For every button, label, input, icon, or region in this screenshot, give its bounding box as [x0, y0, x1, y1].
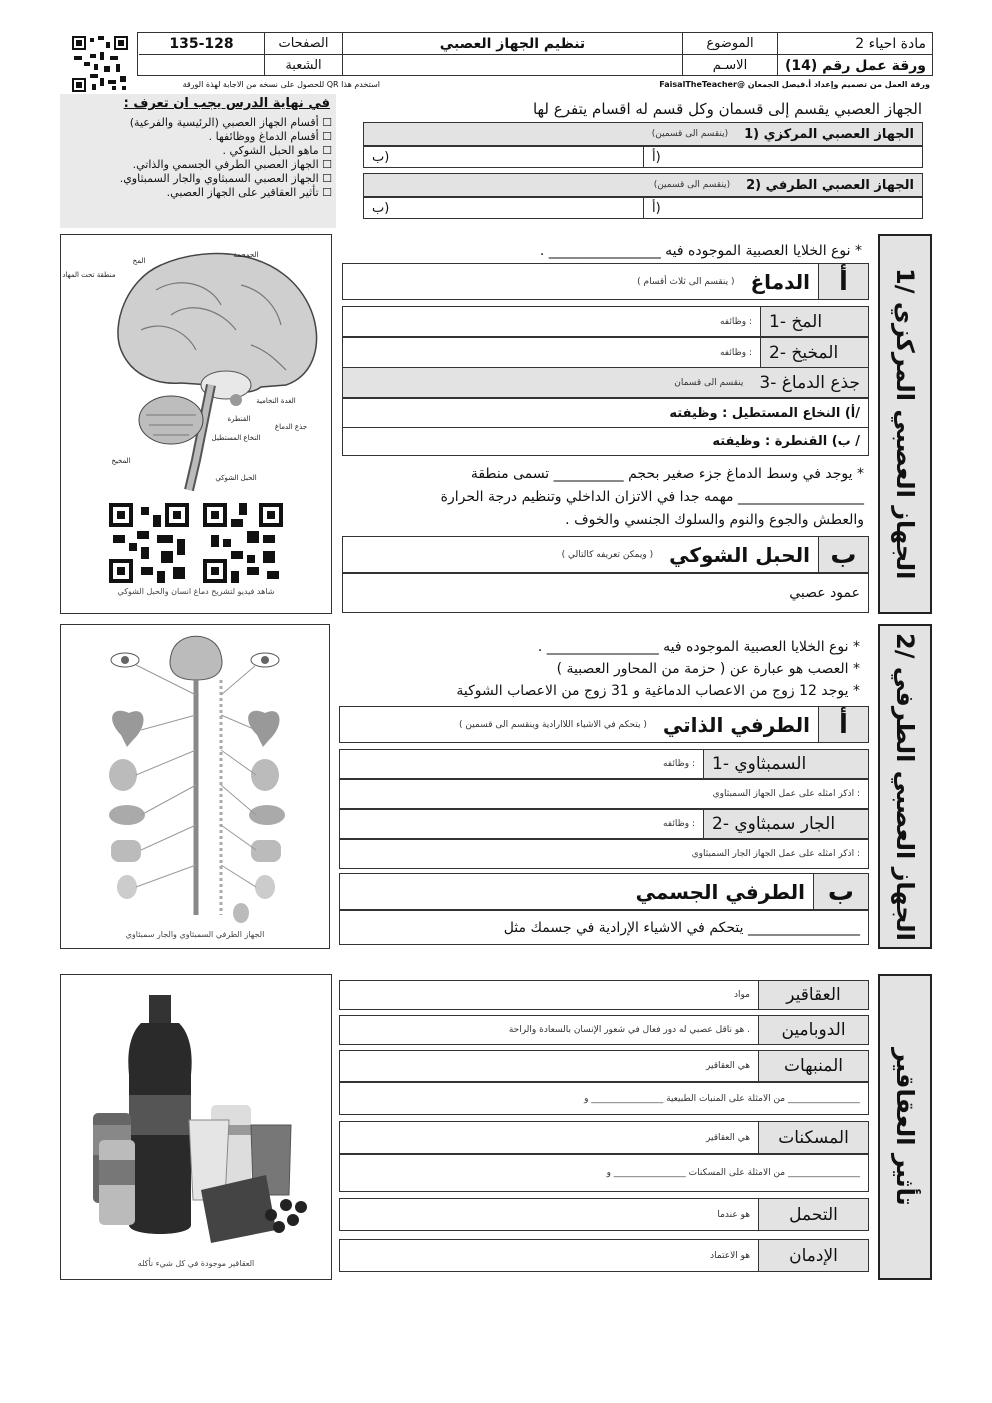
video-qr-code-1[interactable] [109, 503, 189, 583]
somatic-title: الطرفي الجسمي [635, 879, 805, 904]
nerve-definition: * العصب هو عبارة عن ( حزمة من المحاور العصبية ) [556, 661, 860, 677]
qr-note: استخدم هذا QR للحصول على نسخه من الاجابة لهذة الورقة [182, 80, 380, 89]
stimulant-examples-row [339, 1082, 869, 1115]
cord-letter: ب [818, 537, 868, 572]
term-stimulants: المنبهات [758, 1051, 868, 1081]
pages-value: 135-128 [139, 33, 264, 55]
part2-answer-a[interactable]: أ) [643, 198, 922, 218]
term-depressants: المسكنات [758, 1122, 868, 1153]
autonomic-header [339, 706, 869, 743]
objectives-title: في نهاية الدرس يجب ان تعرف : [123, 96, 330, 111]
definition-addiction[interactable]: هو الاعتماد [710, 1250, 750, 1261]
medulla-label[interactable]: أ) النخاع المستطيل : وظيفته/ [669, 405, 860, 421]
label-spinal-cord: الحبل الشوكي [215, 474, 257, 482]
central-cell-type: * نوع الخلايا العصبية الموجوده فيه ________________ . [539, 243, 862, 259]
cord-header [342, 536, 869, 573]
name-label: الاسـم [682, 55, 777, 76]
label-medulla: النخاع المستطيل [211, 434, 261, 442]
subject-label: مادة احياء 2 [777, 33, 932, 55]
label-skull: الجمجمة [233, 251, 259, 259]
term-drugs: العقاقير [758, 981, 868, 1009]
objective-item: ☐ ماهو الحبل الشوكي . [222, 144, 332, 157]
definition-tolerance[interactable]: هو عندما [717, 1209, 750, 1220]
cerebellum-label: 2- المخيخ [760, 338, 868, 367]
drugs-image-caption: العقاقير موجودة في كل شيء نأكله [137, 1259, 255, 1268]
label-pituitary: الغدة النخامية [256, 397, 296, 405]
drug-row-addiction [339, 1239, 869, 1272]
definition-depressants[interactable]: هي العقاقير [706, 1132, 750, 1143]
nervous-system-caption: الجهاز الطرفي السمبثاوي والجار سمبثاوي [125, 930, 265, 939]
drug-row-tolerance [339, 1198, 869, 1231]
part2-row [363, 173, 923, 197]
central-side-title: 1/ الجهاز العصبي المركزي [878, 234, 932, 614]
cerebellum-functions[interactable]: وظائفه : [719, 347, 752, 358]
hypothalamus-line-2: __________________ مهمه جدا في الاتزان الداخلي وتنظيم درجة الحرارة [440, 489, 864, 505]
part2-answers [363, 197, 923, 219]
depressant-examples[interactable]: من الامثلة على المسكنات ________________ و ________________ [606, 1168, 860, 1178]
objective-item: ☐ تأثير العقاقير على الجهاز العصبي. [166, 186, 332, 199]
depressant-examples-row [339, 1154, 869, 1192]
credit-text: ورقة العمل من تصميم وإعداد أ.فيصل الجمعان @FaisalTheTeacher [659, 80, 930, 89]
nerve-pairs: * يوجد 12 زوج من الاعصاب الدماغية و 31 زوج من الاعصاب الشوكية [456, 683, 860, 699]
pons-label[interactable]: ب) القنطرة : وظيفته / [712, 434, 860, 449]
answer-qr-code[interactable] [72, 36, 128, 92]
brain-diagram [61, 235, 331, 495]
parasympathetic-label: 2- الجار سمبثاوي [703, 810, 868, 838]
qr-caption: شاهد فيديو لتشريح دماغ انسان والحبل الشوكي [117, 587, 275, 596]
definition-stimulants[interactable]: هي العقاقير [706, 1061, 750, 1071]
peripheral-side-title: 2/ الجهاز العصبي الطرفي [878, 624, 932, 949]
autonomic-title: الطرفي الذاتي [662, 712, 810, 737]
drug-row-stimulants [339, 1050, 869, 1082]
drug-row-drugs [339, 980, 869, 1010]
brain-header [342, 263, 869, 300]
definition-dopamine[interactable]: هو ناقل عصبي له دور فعال في شعور الإنسان بالسعادة والراحة . [508, 1025, 750, 1035]
brainstem-label: 3- جذع الدماغ [759, 372, 860, 393]
somatic-letter: ب [813, 874, 868, 909]
section-field[interactable] [139, 55, 264, 76]
parasympathetic-row [339, 809, 869, 839]
topic-value: تنظيم الجهاز العصبي [342, 33, 682, 55]
term-dopamine: الدوبامين [758, 1016, 868, 1044]
autonomic-diagram [61, 625, 329, 925]
topic-label: الموضوع [682, 33, 777, 55]
worksheet-label: ورقة عمل رقم (14) [777, 55, 932, 76]
intro-sentence: الجهاز العصبي يقسم إلى قسمان وكل قسم له اقسام يتفرع لها [532, 100, 922, 118]
label-cerebrum: المخ [132, 257, 146, 265]
term-addiction: الإدمان [758, 1240, 868, 1271]
peripheral-cell-type: * نوع الخلايا العصبية الموجوده فيه ________________ . [537, 639, 860, 655]
hypothalamus-line-3: والعطش والجوع والنوم والسلوك الجنسي والخوف . [565, 512, 864, 528]
label-hypothalamus: منطقة تحت المهاد [62, 271, 116, 279]
parasympathetic-examples-row [339, 839, 869, 869]
autonomic-letter: أ [818, 707, 868, 742]
cerebrum-label: 1- المخ [760, 307, 868, 336]
pons-row [342, 427, 869, 456]
stimulant-examples[interactable]: من الامثلة على المنبات الطبيعية ________________ و ________________ [584, 1093, 860, 1104]
part2-answer-b[interactable]: ب) [372, 200, 390, 216]
drug-row-dopamine [339, 1015, 869, 1045]
objectives-box [60, 94, 336, 228]
drinks-illustration [61, 975, 331, 1255]
cerebellum-row [342, 337, 869, 368]
parasympathetic-examples[interactable]: اذكر امثله على عمل الجهاز الجار السمبثاوي : [691, 849, 860, 859]
part1-title: 1) الجهاز العصبي المركزي [744, 126, 914, 142]
section-label: الشعبة [264, 55, 342, 76]
part1-answer-a[interactable]: أ) [643, 147, 922, 167]
brainstem-note: ينقسم الى قسمان [674, 377, 744, 388]
part2-title: 2) الجهاز العصبي الطرفي [746, 177, 914, 193]
term-tolerance: التحمل [758, 1199, 868, 1230]
medulla-row [342, 398, 869, 428]
sympathetic-examples[interactable]: اذكر امثله على عمل الجهاز السمبثاوي : [712, 789, 860, 799]
objective-item: ☐ الجهاز العصبي السمبثاوي والجار السمبثاوي. [119, 172, 332, 185]
somatic-definition[interactable]: يتحكم في الاشياء الإرادية في جسمك مثل ________________ [503, 919, 860, 936]
hypothalamus-line-1: * يوجد في وسط الدماغ جزء صغير بحجم __________ تسمى منطقة [470, 466, 864, 482]
name-field[interactable] [342, 55, 682, 76]
cerebrum-row [342, 306, 869, 337]
part1-answers [363, 146, 923, 168]
cord-definition-row [342, 573, 869, 613]
brainstem-row [342, 367, 869, 398]
brain-letter: أ [818, 264, 868, 299]
autonomic-note: ( يتحكم في الاشياء اللاارادية وينقسم الى قسمين ) [459, 719, 647, 730]
objective-item: ☐ أقسام الجهاز العصبي (الرئيسية والفرعية) [129, 116, 332, 129]
cord-title: الحبل الشوكي [669, 542, 810, 567]
label-pons: القنطرة [227, 415, 251, 423]
parasympathetic-functions[interactable]: وظائفه : [662, 819, 695, 829]
cerebrum-functions[interactable]: وظائفه : [719, 316, 752, 327]
definition-drugs[interactable]: مواد [734, 990, 750, 1000]
nervous-system-image-box [60, 624, 330, 949]
sympathetic-examples-row [339, 779, 869, 809]
objective-item: ☐ الجهاز العصبي الطرفي الجسمي والذاتي. [132, 158, 332, 171]
drugs-side-title: تأثير العقاقير [878, 974, 932, 1280]
somatic-header [339, 873, 869, 910]
header-table [137, 32, 933, 76]
part1-row [363, 122, 923, 146]
objective-item: ☐ أقسام الدماغ ووظائفها . [208, 130, 332, 143]
part1-answer-b[interactable]: ب) [372, 149, 390, 165]
somatic-definition-row [339, 910, 869, 945]
cord-note: ( ويمكن تعريفه كالتالي ) [561, 549, 654, 560]
brain-note: ( ينقسم الى ثلاث أقسام ) [637, 276, 735, 287]
cord-definition[interactable]: عمود عصبي [789, 585, 860, 601]
pages-label: الصفحات [264, 33, 342, 55]
label-brainstem: جذع الدماغ [274, 423, 308, 431]
drugs-image-box [60, 974, 332, 1280]
sympathetic-functions[interactable]: وظائفه : [662, 759, 695, 769]
sympathetic-label: 1- السمبثاوي [703, 750, 868, 778]
brain-image-box [60, 234, 332, 614]
part1-note: (ينقسم الى قسمين) [651, 129, 729, 139]
drug-row-depressants [339, 1121, 869, 1154]
part2-note: (ينقسم الى قسمين) [653, 180, 731, 190]
sympathetic-row [339, 749, 869, 779]
label-cerebellum: المخيخ [111, 457, 131, 465]
brain-title: الدماغ [750, 269, 810, 294]
video-qr-code-2[interactable] [203, 503, 283, 583]
